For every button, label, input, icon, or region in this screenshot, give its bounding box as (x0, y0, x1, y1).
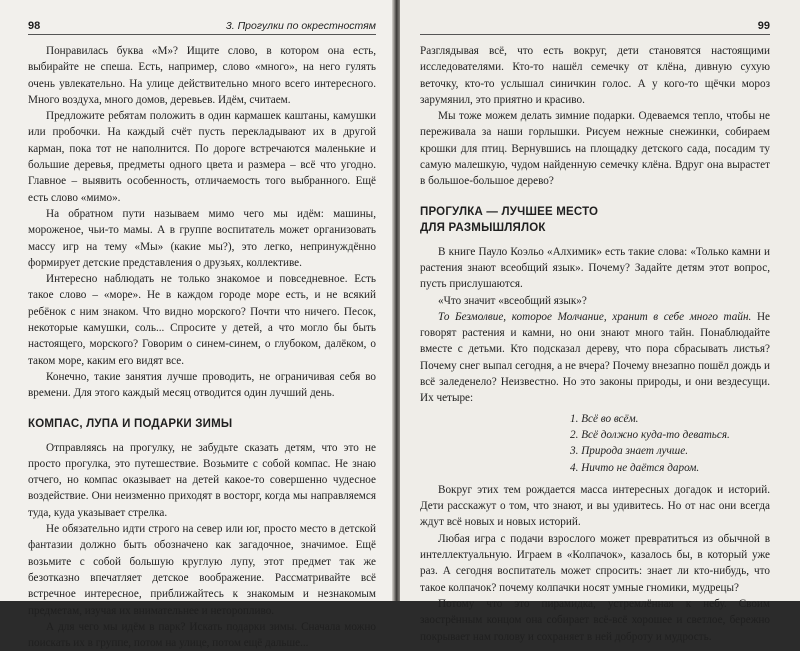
list-item: 2. Всё должно куда-то деваться. (570, 428, 730, 441)
right-page-number: 99 (757, 20, 770, 32)
heading-line: ПРОГУЛКА — ЛУЧШЕЕ МЕСТО (420, 205, 599, 218)
paragraph (420, 309, 770, 407)
paragraph: Интересно наблюдать не только знакомое и повседневное. Есть такое слово – «море». Не в каждом городе море есть, и не всякий ребёнок с ним знаком. Что видно морского? Почти что ничего. Песок, некоторые камушки, соль... Спросите у детей, а что могло бы быть настоящего, морского? Говорим о синем-синем, о глубоком, далёком, о таком море, каким его видят все. (28, 273, 376, 367)
paragraph: Понравилась буква «М»? Ищите слово, в котором она есть, выбирайте не спеша. Есть, например, слово «много», на него гулять очень увлекательно. На улице действительно много всего интересного. Много воздуха, много домов, деревьев. Идём, считаем. (28, 45, 376, 106)
paragraph: «Что значит «всеобщий язык»? (438, 294, 587, 307)
paragraph: Вокруг этих тем рождается масса интересных догадок и историй. Дети расскажут о том, что знают, и вы удивитесь. Но от нас они всегда ждут всё новых и новых историй. (420, 483, 770, 529)
paragraph: Любая игра с подачи взрослого может превратиться из обычной в интеллектуальную. Играем в «Колпачок», казалось бы, в который уже раз. А сегодня воспитатель может спросить: знает ли кто-нибудь, что такое колпачок? почему колпачки носят умные гномики, мудрецы? (420, 532, 770, 594)
right-running-head (420, 20, 770, 35)
paragraph: Конечно, такие занятия лучше проводить, не ограничивая себя во времени. Для этого каждый месяц отводится один лучший день. (28, 370, 376, 400)
list-item: 3. Природа знает лучше. (570, 445, 688, 458)
paragraph: Мы тоже можем делать зимние подарки. Одеваемся тепло, чтобы не переживала за наши горлышки. Рисуем нежные снежинки, собираем крошки для птиц. Вернувшись на площадку детского сада, посадим ту самую малешкую, чудом найденную семечку клёна. Вдруг она вырастет в большое-большое дерево? (420, 110, 770, 188)
paragraph: Разглядывая всё, что есть вокруг, дети становятся настоящими исследователями. Кто-то нашёл семечку от клёна, дивную сухую веточку, кто-то услышал синичкин голос. А у кого-то щёчки мороз зарумянил, это приятно и красиво. (420, 45, 770, 106)
section-heading (420, 204, 770, 236)
right-page (400, 0, 800, 643)
list-item: 4. Ничто не даётся даром. (570, 461, 700, 474)
paragraph: Потому что это пирамидка, устремлённая к небу. Своим заострённым концом она собирает всё-всё хорошее и светлое, бережно покрывает нам голову и сохраняет в ней доброту и мудрость. (420, 597, 770, 643)
laws-list (420, 411, 770, 476)
chapter-title: 3. Прогулки по окрестностям (225, 20, 376, 32)
paragraph: А для чего мы идём в парк? Искать подарки зимы. Сначала можно поискать их в группе, потом на улице, потом ещё дальше... (28, 620, 376, 650)
heading-line: ДЛЯ РАЗМЫШЛЯЛОК (420, 221, 546, 234)
paragraph: В книге Пауло Коэльо «Алхимик» есть такие слова: «Только камни и растения знают всеобщий язык». Почему? Задайте детям этот вопрос, пусть прислушаются. (420, 245, 770, 291)
paragraph: Предложите ребятам положить в один кармашек каштаны, камушки или пробочки. На каждый счёт пусть перекладывают их в другой карман, пока тот не наполнится. По дороге встречаются маленькие и большие деревья, предметы одного цвета и размера – всё что угодно. Главное – выявить особенность, отличаемость того выбранного. Ещё есть слово «мимо». (28, 110, 376, 204)
left-running-head (28, 20, 376, 35)
paragraph-text: Не говорят растения и камни, но они знают много тайн. Понаблюдайте вместе с детьми. Кто подсказал дереву, что пора сбрасывать листья? Почему снег выпал сегодня, а не вчера? Почему внезапно пошёл дождь и всё заледенело? Неизвестно. Но это законы природы, и они вездесущи. Их четыре: (420, 310, 770, 405)
section-heading: КОМПАС, ЛУПА И ПОДАРКИ ЗИМЫ (28, 417, 233, 430)
paragraph: Отправляясь на прогулку, не забудьте сказать детям, что это не просто прогулка, это путешествие. Возьмите с собой компас. Не знаю отчего, но компас оказывает на детей какое-то совершенно чудесное воздействие. Они неизменно приходят в восторг, когда мы направляемся туда, куда указывает стрелка. (28, 441, 376, 519)
list-item: 1. Всё во всём. (570, 412, 639, 425)
paragraph: Не обязательно идти строго на север или юг, просто место в детской фантазии должно быть обозначено как загадочное, значимое. Ещё возьмите с собой большую круглую лупу, этот предмет так же безотказно впечатляет детское воображение. Рассматривайте всё встречное интересное, приближайтесь к знакомым и незнакомым предметам, изучая их внимательнее и неторопливо. (28, 523, 376, 617)
italic-quote: То Безмолвие, которое Молчание, хранит в себе много тайн. (438, 310, 752, 323)
left-page (0, 0, 392, 650)
paragraph: На обратном пути называем мимо чего мы идём: машины, мороженое, чьи-то мамы. А в группе воспитатель может организовать массу игр на тему «Мы» (какие мы?), это легко, непринуждённо формирует детские представления о друзьях, коллективе. (28, 207, 376, 269)
left-page-number: 98 (28, 20, 41, 32)
book-gutter (392, 0, 400, 601)
